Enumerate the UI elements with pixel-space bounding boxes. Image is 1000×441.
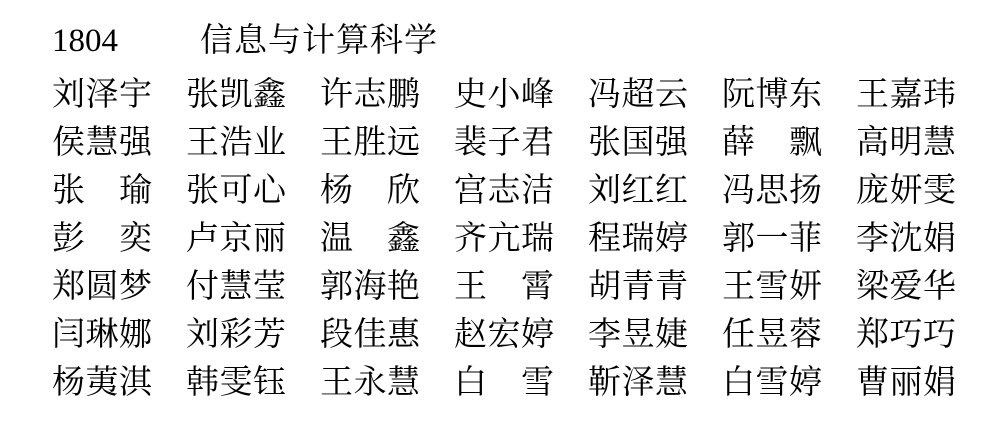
student-name: 赵宏婷 bbox=[454, 317, 554, 353]
student-name: 冯思扬 bbox=[722, 173, 822, 209]
name-row bbox=[52, 313, 1000, 361]
student-name: 齐亢瑞 bbox=[454, 221, 554, 257]
name-row bbox=[52, 73, 1000, 121]
major-name: 信息与计算科学 bbox=[200, 23, 438, 59]
student-name: 张瑜 bbox=[52, 173, 152, 209]
student-name: 闫琳娜 bbox=[52, 317, 152, 353]
student-name: 靳泽慧 bbox=[588, 365, 688, 401]
student-name: 郭海艳 bbox=[320, 269, 420, 305]
name-row bbox=[52, 169, 1000, 217]
class-code: 1804 bbox=[52, 23, 118, 59]
student-name: 李昱婕 bbox=[588, 317, 688, 353]
student-name: 刘红红 bbox=[588, 173, 688, 209]
student-name: 侯慧强 bbox=[52, 125, 152, 161]
student-name: 高明慧 bbox=[856, 125, 956, 161]
student-name: 彭奕 bbox=[52, 221, 152, 257]
student-name: 王永慧 bbox=[320, 365, 420, 401]
student-name: 韩雯钰 bbox=[186, 365, 286, 401]
student-name: 裴子君 bbox=[454, 125, 554, 161]
student-name: 许志鹏 bbox=[320, 77, 420, 113]
student-name: 王雪妍 bbox=[722, 269, 822, 305]
student-name: 郭一菲 bbox=[722, 221, 822, 257]
student-name: 段佳惠 bbox=[320, 317, 420, 353]
student-name: 郑圆梦 bbox=[52, 269, 152, 305]
student-name: 李沈娟 bbox=[856, 221, 956, 257]
name-row bbox=[52, 217, 1000, 265]
student-name: 温鑫 bbox=[320, 221, 420, 257]
student-name: 王浩业 bbox=[186, 125, 286, 161]
student-name: 宫志洁 bbox=[454, 173, 554, 209]
student-name: 杨荑淇 bbox=[52, 365, 152, 401]
student-name: 薛飘 bbox=[722, 125, 822, 161]
roster-header bbox=[52, 22, 1000, 60]
student-name: 张凯鑫 bbox=[186, 77, 286, 113]
student-name: 卢京丽 bbox=[186, 221, 286, 257]
name-row bbox=[52, 361, 1000, 409]
student-name: 冯超云 bbox=[588, 77, 688, 113]
student-name: 张国强 bbox=[588, 125, 688, 161]
student-name: 史小峰 bbox=[454, 77, 554, 113]
student-name: 白雪婷 bbox=[722, 365, 822, 401]
student-name: 庞妍雯 bbox=[856, 173, 956, 209]
student-name: 任昱蓉 bbox=[722, 317, 822, 353]
student-name: 王霄 bbox=[454, 269, 554, 305]
student-name: 王胜远 bbox=[320, 125, 420, 161]
student-name: 程瑞婷 bbox=[588, 221, 688, 257]
student-name: 胡青青 bbox=[588, 269, 688, 305]
student-name: 阮博东 bbox=[722, 77, 822, 113]
student-name: 梁爱华 bbox=[856, 269, 956, 305]
student-name: 付慧莹 bbox=[186, 269, 286, 305]
student-name: 曹丽娟 bbox=[856, 365, 956, 401]
student-name: 白雪 bbox=[454, 365, 554, 401]
student-name: 刘彩芳 bbox=[186, 317, 286, 353]
student-name: 杨欣 bbox=[320, 173, 420, 209]
name-row bbox=[52, 265, 1000, 313]
student-name: 王嘉玮 bbox=[856, 77, 956, 113]
name-row bbox=[52, 121, 1000, 169]
student-name: 郑巧巧 bbox=[856, 317, 956, 353]
student-name: 张可心 bbox=[186, 173, 286, 209]
student-name: 刘泽宇 bbox=[52, 77, 152, 113]
name-grid bbox=[52, 73, 1000, 409]
